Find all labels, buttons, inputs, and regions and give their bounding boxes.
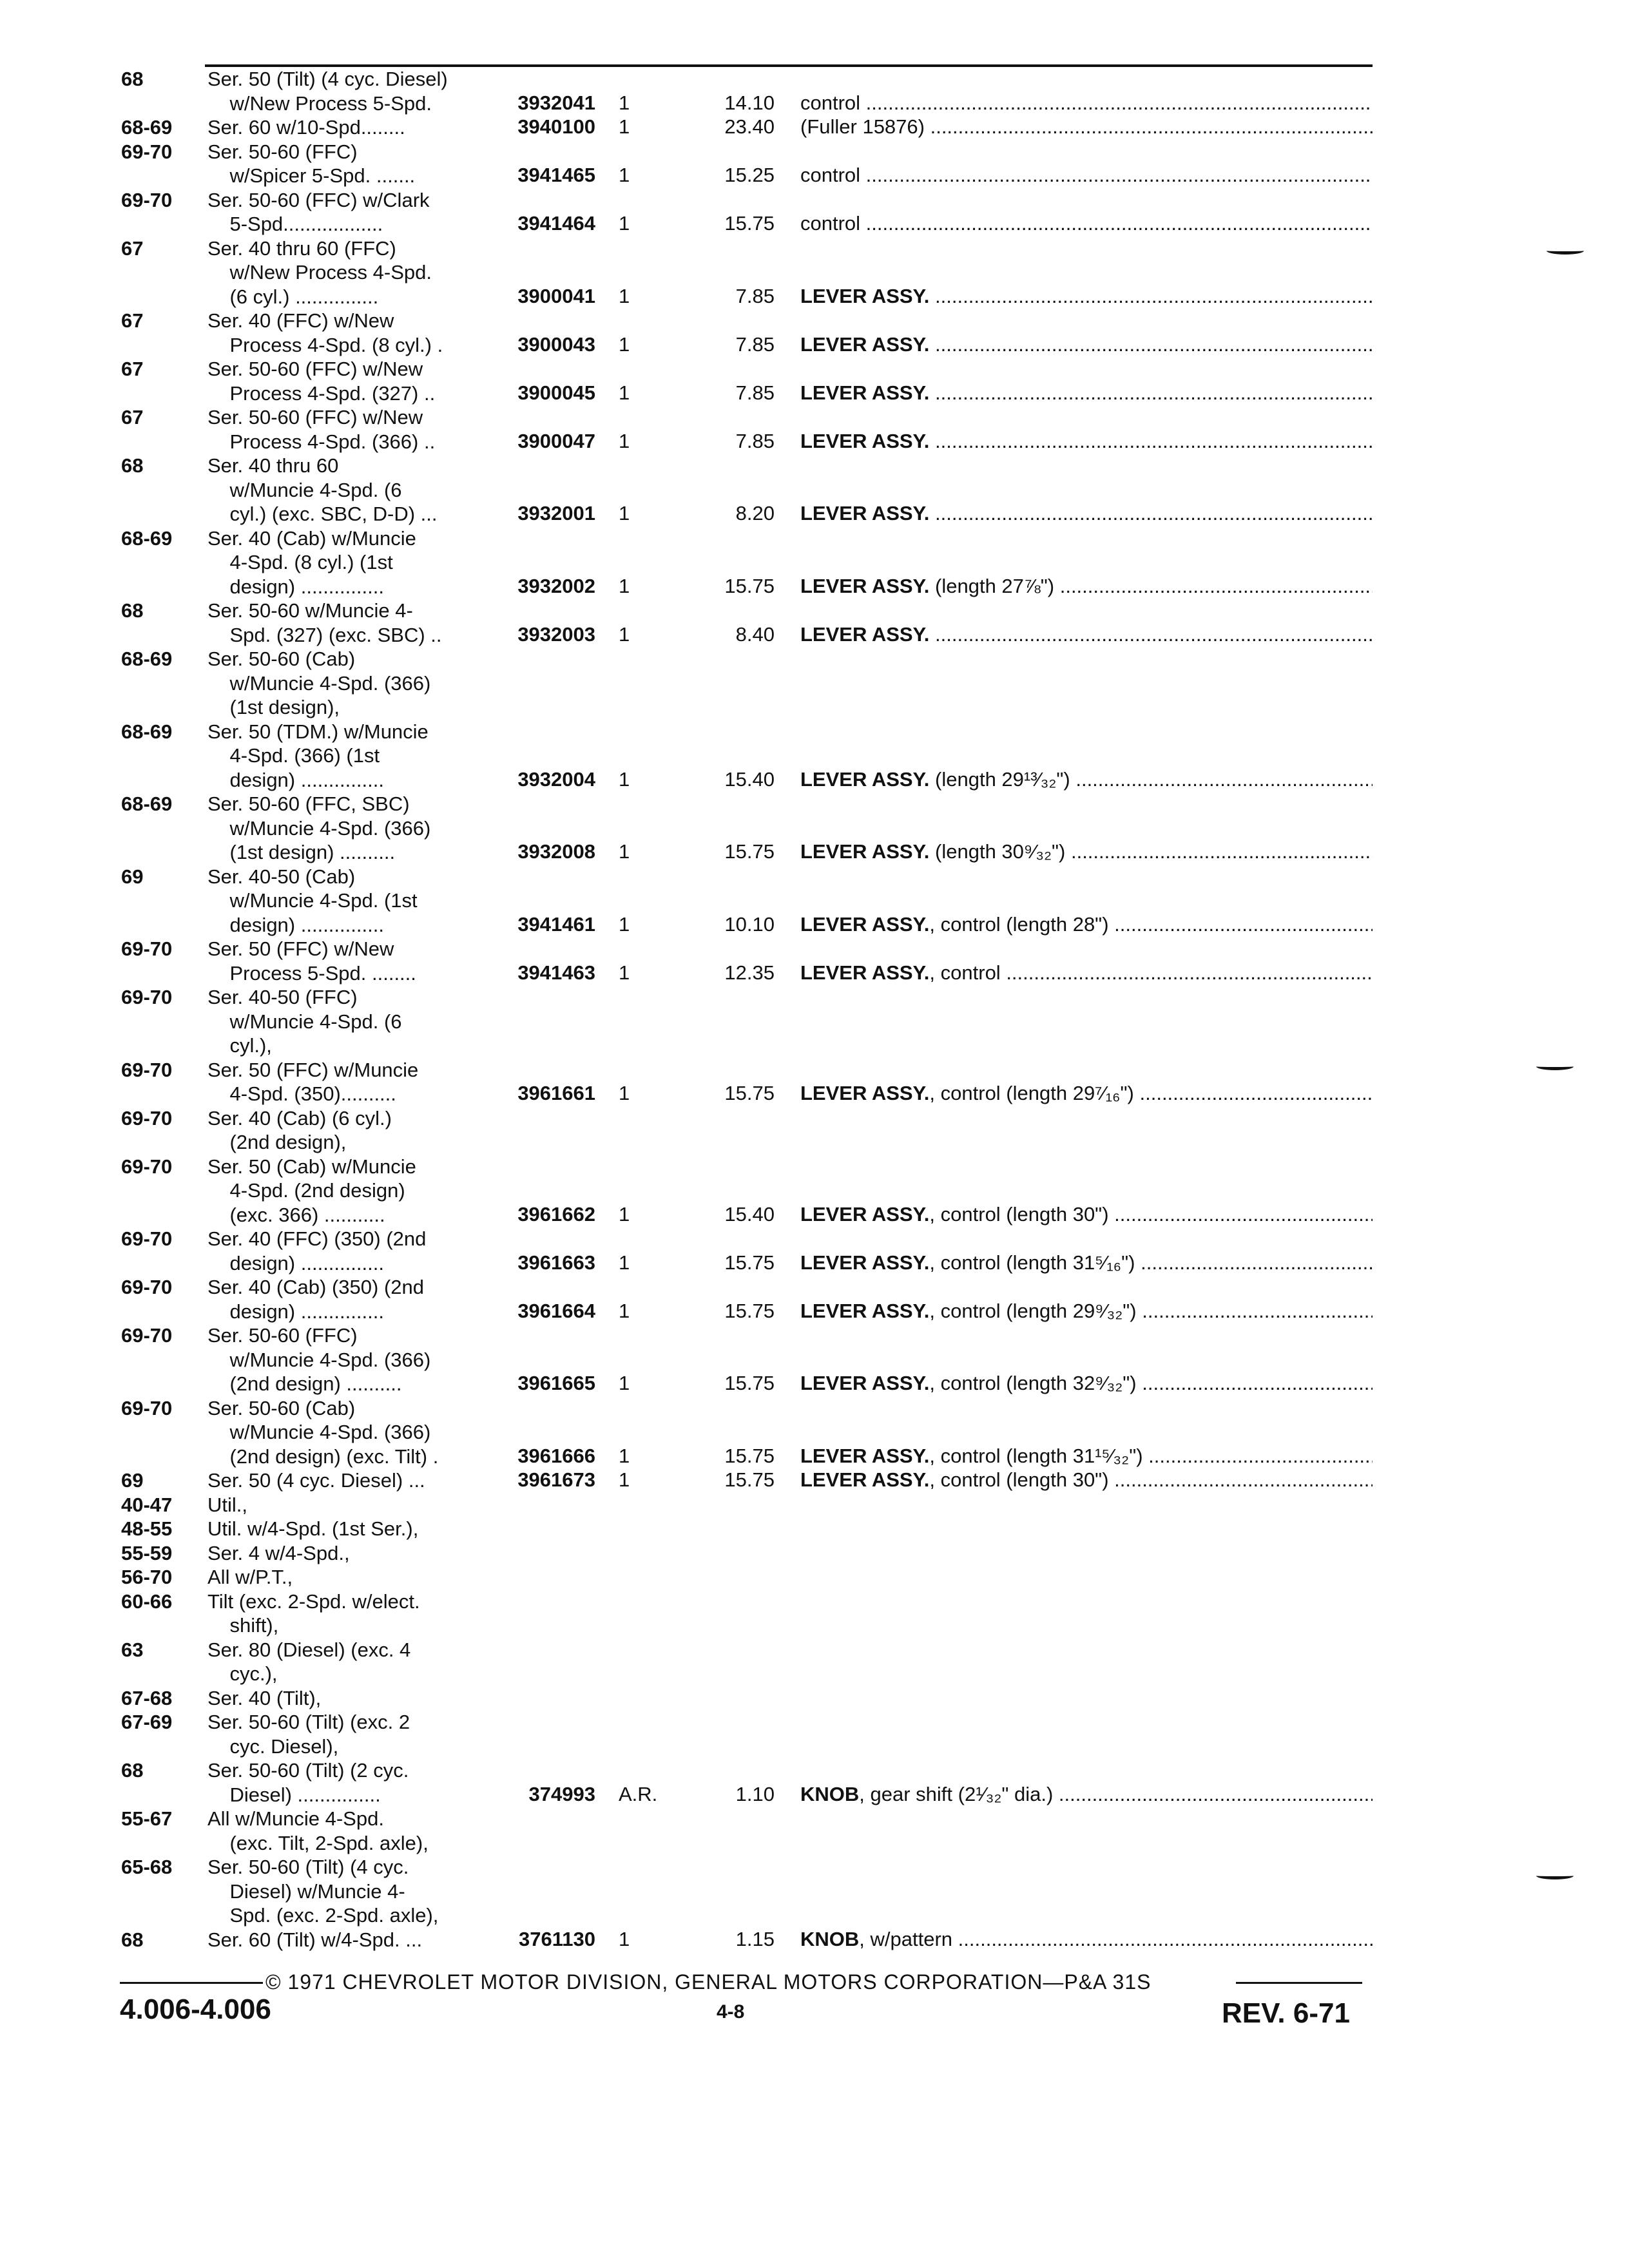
application-description: Ser. 50-60 (FFC, SBC) w/Muncie 4-Spd. (366) (1st design) .......... [207,793,431,863]
quantity: A.R. [619,1782,658,1805]
parts-row [0,1227,1629,1275]
part-name-bold: KNOB [800,1927,860,1950]
parts-row [0,792,1629,865]
part-number: 3941463 [517,961,595,984]
quantity: 1 [619,622,630,646]
part-number: 3961665 [517,1372,595,1394]
model-years: 68 [121,599,144,622]
list-price: 15.75 [724,1251,775,1274]
revision-label: REV. 6-71 [1222,1997,1350,2029]
footer-rule-right [1236,1982,1362,1984]
part-number: 3761130 [519,1927,595,1950]
list-price: 15.25 [724,164,775,186]
application-description: Ser. 40 (Cab) (350) (2nd design) ............... [207,1276,425,1323]
model-years: 68 [121,1759,144,1782]
part-number: 3932008 [517,840,595,863]
part-name-detail: , control (length 31¹⁵⁄₃₂") ..... [929,1445,1373,1467]
application-description: Util., [207,1493,247,1516]
application-description: Ser. 50 (FFC) w/New Process 5-Spd. ........ [207,937,416,985]
model-years: 68 [121,1928,144,1951]
part-name [800,1783,1373,1806]
application-description: Ser. 60 (Tilt) w/4-Spd. ... [207,1928,423,1951]
application-description: Tilt (exc. 2-Spd. w/elect. shift), [207,1590,420,1637]
part-name [800,1203,1373,1226]
part-number: 3900041 [517,284,595,307]
part-name [800,623,1373,646]
parts-row [0,1396,1629,1469]
part-name [800,285,1373,308]
application-description: Ser. 40 (FFC) (350) (2nd design) ............... [207,1227,427,1274]
part-number: 3961664 [517,1299,595,1322]
model-years: 67 [121,236,144,260]
parts-row [0,1638,1629,1686]
parts-row [0,1807,1629,1855]
part-number: 3932041 [517,91,595,114]
quantity: 1 [619,1372,630,1394]
parts-row [0,1541,1629,1566]
part-name-detail: control ..... [800,91,1373,114]
part-number: 3961661 [517,1082,595,1104]
part-number: 3900047 [517,429,595,452]
model-years: 68 [121,68,144,90]
part-number: 374993 [528,1782,595,1805]
part-name-bold: LEVER ASSY. [800,1082,930,1104]
application-description: Ser. 40 (Tilt), [207,1686,322,1709]
part-name-detail: , control (length 30") ..... [929,1468,1373,1491]
quantity: 1 [619,961,630,984]
application-description: Ser. 50-60 (FFC) w/New Process 4-Spd. (366) .. [207,406,436,453]
list-price: 1.15 [735,1927,775,1950]
quantity: 1 [619,1468,630,1491]
part-number: 3961662 [517,1202,595,1225]
application-description: Ser. 50-60 (FFC) w/Spicer 5-Spd. ....... [207,140,416,187]
part-name-bold: LEVER ASSY. [800,1372,930,1394]
part-number: 3932004 [517,767,595,791]
quantity: 1 [619,381,630,404]
parts-row [0,1758,1629,1807]
application-description: Ser. 50 (Tilt) (4 cyc. Diesel) w/New Process 5-Spd. [207,68,448,115]
model-years: 68-69 [121,116,173,139]
parts-table [0,67,1629,1952]
part-name [800,913,1373,936]
part-name [800,768,1373,791]
list-price: 15.75 [724,574,775,597]
model-years: 67 [121,309,144,332]
part-name-bold: LEVER ASSY. [800,961,930,984]
quantity: 1 [619,912,630,936]
part-name-detail: (length 30⁹⁄₃₂") ..... [929,840,1373,863]
part-number: 3941464 [517,212,595,235]
model-years: 68-69 [121,526,173,550]
quantity: 1 [619,1299,630,1322]
part-number: 3961663 [517,1251,595,1274]
part-name-detail: (Fuller 15876) ..... [800,115,1373,138]
application-description: Ser. 50-60 (FFC) w/New Process 4-Spd. (327) .. [207,358,436,405]
part-name-bold: LEVER ASSY. [800,840,930,863]
model-years: 69 [121,865,144,888]
list-price: 15.75 [724,212,775,235]
application-description: Ser. 50-60 w/Muncie 4- Spd. (327) (exc. SBC) .. [207,599,442,646]
part-name-detail [929,430,1373,452]
model-years: 69-70 [121,1058,173,1081]
application-description: Ser. 40 (Cab) (6 cyl.) (2nd design), [207,1106,392,1153]
part-name [800,115,1373,139]
part-name [800,430,1373,453]
model-years: 68-69 [121,648,173,670]
application-description: Ser. 40-50 (FFC) w/Muncie 4-Spd. (6 cyl.), [207,986,402,1057]
part-name [800,1468,1373,1492]
quantity: 1 [619,1082,630,1104]
parts-row [0,140,1629,188]
list-price: 15.75 [724,840,775,863]
list-price: 23.40 [724,115,775,138]
model-years: 69-70 [121,1227,173,1250]
part-name-bold: LEVER ASSY. [800,332,930,356]
application-description: Ser. 50-60 (Tilt) (2 cyc. Diesel) ............... [207,1759,409,1806]
quantity: 1 [619,1251,630,1274]
model-years: 67 [121,358,144,380]
model-years: 69-70 [121,1106,173,1129]
parts-row [0,1928,1629,1952]
list-price: 8.40 [735,622,775,646]
quantity: 1 [619,115,630,138]
application-description: Ser. 50-60 (Cab) w/Muncie 4-Spd. (366) (2nd design) (exc. Tilt) . [207,1396,439,1468]
list-price: 15.40 [724,767,775,791]
application-description: Ser. 50-60 (FFC) w/Clark 5-Spd.................. [207,188,430,235]
part-name [800,164,1373,187]
quantity: 1 [619,1444,630,1467]
model-years: 68 [121,454,144,477]
parts-row [0,937,1629,985]
quantity: 1 [619,91,630,114]
part-name-bold: LEVER ASSY. [800,1299,930,1322]
part-name-detail: , control (length 29⁷⁄₁₆") ..... [929,1082,1373,1104]
part-name [800,212,1373,235]
part-name-bold: LEVER ASSY. [800,284,930,307]
quantity: 1 [619,767,630,791]
part-name [800,381,1373,405]
parts-row [0,236,1629,309]
part-number: 3932002 [517,574,595,597]
parts-row [0,357,1629,405]
quantity: 1 [619,574,630,597]
parts-row [0,1686,1629,1711]
parts-row [0,1565,1629,1590]
parts-row [0,599,1629,647]
application-description: Ser. 50-60 (Cab) w/Muncie 4-Spd. (366) (1st design), [207,648,431,718]
application-description: Ser. 60 w/10-Spd........ [207,116,405,139]
parts-row [0,405,1629,454]
model-years: 69-70 [121,1396,173,1419]
part-name-detail [929,623,1373,646]
part-name-bold: LEVER ASSY. [800,1444,930,1467]
part-name-detail: control ..... [800,164,1373,186]
part-name-bold: LEVER ASSY. [800,1251,930,1274]
part-number: 3961673 [517,1468,595,1491]
page-number: 4-8 [717,2001,745,2023]
application-description: Ser. 50 (TDM.) w/Muncie 4-Spd. (366) (1st design) ............... [207,720,429,791]
model-years: 67-68 [121,1686,173,1709]
list-price: 12.35 [724,961,775,984]
part-name [800,91,1373,115]
application-description: All w/P.T., [207,1566,293,1588]
quantity: 1 [619,1202,630,1225]
parts-row [0,526,1629,599]
part-name [800,502,1373,525]
application-description: Ser. 50-60 (FFC) w/Muncie 4-Spd. (366) (2nd design) .......... [207,1324,431,1395]
list-price: 10.10 [724,912,775,936]
part-name-bold: LEVER ASSY. [800,1468,930,1491]
part-name [800,840,1373,863]
list-price: 15.75 [724,1299,775,1322]
model-years: 68-69 [121,793,173,815]
list-price: 15.75 [724,1444,775,1467]
quantity: 1 [619,429,630,452]
parts-row [0,1323,1629,1396]
part-name-detail: , w/pattern ..... [859,1928,1373,1950]
parts-row [0,1058,1629,1106]
application-description: Ser. 50-60 (Tilt) (4 cyc. Diesel) w/Muncie 4- Spd. (exc. 2-Spd. axle), [207,1856,439,1927]
list-price: 8.20 [735,502,775,524]
part-number: 3900045 [517,381,595,404]
parts-row [0,67,1629,115]
parts-row [0,454,1629,526]
application-description: Ser. 40 thru 60 w/Muncie 4-Spd. (6 cyl.) (exc. SBC, D-D) ... [207,454,438,525]
model-years: 55-59 [121,1541,173,1564]
part-name [800,1445,1373,1468]
model-years: 69-70 [121,188,173,211]
parts-row [0,1275,1629,1323]
part-name [800,1082,1373,1105]
model-years: 69 [121,1469,144,1492]
model-years: 69-70 [121,986,173,1008]
application-description: Ser. 80 (Diesel) (exc. 4 cyc.), [207,1638,411,1685]
part-name-bold: LEVER ASSY. [800,574,930,597]
parts-row [0,720,1629,793]
part-name-bold: LEVER ASSY. [800,381,930,404]
list-price: 7.85 [735,429,775,452]
parts-row [0,309,1629,357]
application-description: Ser. 40 (FFC) w/New Process 4-Spd. (8 cyl.) . [207,309,443,356]
part-name-bold: LEVER ASSY. [800,622,930,646]
list-price: 15.75 [724,1468,775,1491]
application-description: Ser. 50-60 (Tilt) (exc. 2 cyc. Diesel), [207,1711,410,1758]
part-name-detail [929,381,1373,404]
part-name-detail: , gear shift (2¹⁄₃₂" dia.) ..... [859,1783,1373,1805]
list-price: 7.85 [735,332,775,356]
quantity: 1 [619,502,630,524]
parts-row [0,1155,1629,1227]
quantity: 1 [619,284,630,307]
model-years: 40-47 [121,1493,173,1516]
part-name-detail: , control (length 29⁹⁄₃₂") ..... [929,1300,1373,1322]
model-years: 69-70 [121,937,173,960]
part-number: 3941465 [517,164,595,186]
list-price: 15.40 [724,1202,775,1225]
parts-row [0,1106,1629,1155]
parts-row [0,1710,1629,1758]
model-years: 69-70 [121,1324,173,1347]
model-years: 69-70 [121,140,173,163]
list-price: 1.10 [735,1782,775,1805]
part-name-detail: (length 27⅞") ..... [929,575,1373,597]
part-name-detail: , control (length 30") ..... [929,1203,1373,1225]
part-name-detail [929,502,1373,524]
list-price: 15.75 [724,1372,775,1394]
part-number: 3932001 [517,502,595,524]
part-name [800,961,1373,985]
part-name-detail: (length 29¹³⁄₃₂") ..... [929,768,1373,791]
list-price: 7.85 [735,381,775,404]
copyright-line: © 1971 CHEVROLET MOTOR DIVISION, GENERAL MOTORS CORPORATION—P&A 31S [265,1970,1152,1994]
quantity: 1 [619,212,630,235]
parts-row [0,1493,1629,1517]
part-name [800,1251,1373,1274]
quantity: 1 [619,840,630,863]
application-description: Ser. 50 (Cab) w/Muncie 4-Spd. (2nd design) (exc. 366) ........... [207,1155,416,1226]
part-name [800,1300,1373,1323]
parts-row [0,1590,1629,1638]
list-price: 14.10 [724,91,775,114]
parts-row [0,1855,1629,1928]
part-name-bold: LEVER ASSY. [800,912,930,936]
part-number: 3941461 [517,912,595,936]
part-name-bold: LEVER ASSY. [800,429,930,452]
part-name [800,575,1373,598]
application-description: Ser. 50 (FFC) w/Muncie 4-Spd. (350).......... [207,1058,419,1105]
part-name-detail: control ..... [800,212,1373,235]
part-number: 3940100 [517,115,595,138]
application-description: Ser. 40 thru 60 (FFC) w/New Process 4-Spd. (6 cyl.) ............... [207,236,432,308]
model-years: 67-69 [121,1711,173,1733]
parts-row [0,115,1629,140]
model-years: 60-66 [121,1590,173,1613]
part-name-detail: , control (length 28") ..... [929,913,1373,936]
part-name [800,1372,1373,1395]
part-name-bold: LEVER ASSY. [800,767,930,791]
part-name [800,333,1373,356]
parts-row [0,647,1629,720]
model-years: 48-55 [121,1517,173,1540]
part-number: 3932003 [517,622,595,646]
quantity: 1 [619,164,630,186]
part-name-bold: LEVER ASSY. [800,1202,930,1225]
part-name-detail: , control (length 31⁵⁄₁₆") ..... [929,1251,1373,1274]
part-name-detail [929,285,1373,307]
application-description: Ser. 4 w/4-Spd., [207,1541,350,1564]
part-number: 3961666 [517,1444,595,1467]
parts-row [0,985,1629,1058]
quantity: 1 [619,332,630,356]
model-years: 56-70 [121,1566,173,1588]
part-name-detail: , control ..... [929,961,1373,984]
parts-row [0,865,1629,937]
application-description: Util. w/4-Spd. (1st Ser.), [207,1517,419,1540]
parts-row [0,1517,1629,1541]
section-number: 4.006-4.006 [120,1994,271,2025]
application-description: Ser. 40-50 (Cab) w/Muncie 4-Spd. (1st design) ............... [207,865,418,936]
quantity: 1 [619,1927,630,1950]
application-description: All w/Muncie 4-Spd. (exc. Tilt, 2-Spd. axle), [207,1807,429,1854]
part-name-bold: KNOB [800,1782,860,1805]
model-years: 69-70 [121,1155,173,1178]
model-years: 67 [121,406,144,428]
model-years: 55-67 [121,1807,173,1830]
parts-row [0,1468,1629,1493]
part-name [800,1928,1373,1951]
application-description: Ser. 50 (4 cyc. Diesel) ... [207,1469,425,1492]
application-description: Ser. 40 (Cab) w/Muncie 4-Spd. (8 cyl.) (1st design) ............... [207,526,416,598]
model-years: 63 [121,1638,144,1661]
part-name-detail: , control (length 32⁹⁄₃₂") ..... [929,1372,1373,1394]
footer-rule-left [120,1982,263,1984]
model-years: 69-70 [121,1276,173,1298]
parts-row [0,188,1629,236]
list-price: 15.75 [724,1082,775,1104]
part-name-bold: LEVER ASSY. [800,502,930,524]
part-number: 3900043 [517,332,595,356]
model-years: 65-68 [121,1856,173,1878]
model-years: 68-69 [121,720,173,743]
part-name-detail [929,333,1373,356]
list-price: 7.85 [735,284,775,307]
